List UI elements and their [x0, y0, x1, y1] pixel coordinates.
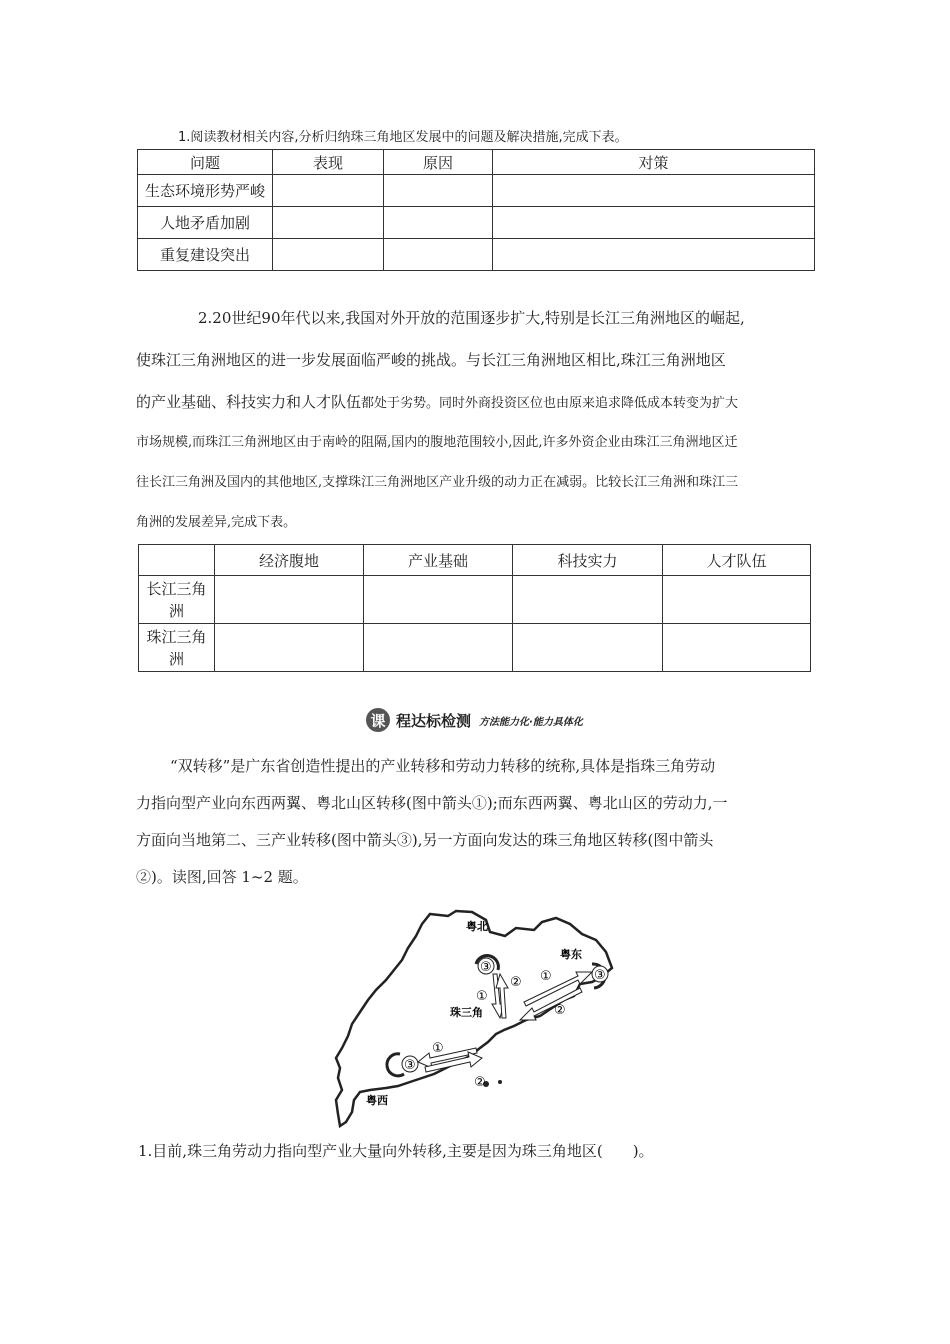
answer-cell[interactable]	[663, 576, 811, 624]
row-label: 人地矛盾加剧	[138, 207, 273, 239]
answer-cell[interactable]	[273, 175, 384, 207]
arrow-1-label-north: ①	[476, 989, 488, 1004]
answer-cell[interactable]	[273, 207, 384, 239]
answer-cell[interactable]	[384, 175, 493, 207]
arrow-3-label-east: ③	[594, 968, 606, 983]
text-line: 市场规模,而珠江三角洲地区由于南岭的阻隔,国内的腹地范围较小,因此,许多外资企业由珠江三角洲地区迁	[136, 435, 738, 450]
header-technology: 科技实力	[513, 545, 663, 576]
table-row	[138, 175, 815, 207]
section-banner	[366, 706, 583, 734]
answer-cell[interactable]	[513, 576, 663, 624]
answer-cell[interactable]	[493, 239, 815, 271]
answer-cell[interactable]	[364, 624, 513, 672]
arrow-2-label-east: ②	[554, 1003, 566, 1018]
row-label-line: 长江三角	[146, 579, 207, 598]
label-center: 珠三角	[450, 1006, 483, 1019]
header-cause: 原因	[384, 150, 493, 175]
text-line: 往长江三角洲及国内的其他地区,支撑珠江三角洲地区产业升级的动力正在减弱。比较长江三角洲和珠江三	[136, 475, 739, 490]
arrow-2-label-center: ②	[474, 1075, 486, 1090]
text-segment: 都处于劣势。同时外商投资区位也由原来追求降低成本转变为扩大	[361, 396, 739, 411]
label-west: 粤西	[366, 1094, 388, 1107]
question-2-text	[136, 297, 826, 543]
answer-cell[interactable]	[215, 576, 364, 624]
arrow-2-label-north: ②	[510, 975, 522, 990]
text-line	[136, 381, 826, 423]
answer-cell[interactable]	[273, 239, 384, 271]
question-1-prompt: 1.阅读教材相关内容,分析归纳珠三角地区发展中的问题及解决措施,完成下表。	[178, 130, 628, 145]
text-line: 力指向型产业向东西两翼、粤北山区转移(图中箭头①);而东西两翼、粤北山区的劳动力,一	[136, 794, 728, 812]
arrow-3-label-north: ③	[480, 960, 492, 975]
row-label-line: 珠江三角	[146, 627, 207, 646]
answer-cell[interactable]	[215, 624, 364, 672]
text-line: 角洲的发展差异,完成下表。	[136, 515, 297, 530]
header-industry: 产业基础	[364, 545, 513, 576]
island-dot	[498, 1080, 502, 1084]
header-manifestation: 表现	[273, 150, 384, 175]
table-header-row	[139, 545, 811, 576]
row-label: 生态环境形势严峻	[138, 175, 273, 207]
comparison-table	[138, 544, 811, 672]
text-line: ②)。读图,回答 1~2 题。	[136, 868, 308, 886]
banner-badge: 课	[366, 708, 390, 732]
answer-cell[interactable]	[513, 624, 663, 672]
answer-cell[interactable]	[384, 207, 493, 239]
table-row	[138, 207, 815, 239]
label-east: 粤东	[560, 948, 582, 961]
answer-cell[interactable]	[493, 175, 815, 207]
table-row	[139, 624, 811, 672]
answer-cell[interactable]	[364, 576, 513, 624]
text-segment: 的产业基础、科技实力和人才队伍	[136, 393, 362, 411]
banner-title: 程达标检测	[396, 711, 472, 730]
guangdong-map	[330, 908, 620, 1130]
arrow-3-label-west: ③	[404, 1058, 416, 1073]
row-label	[139, 624, 215, 672]
table-row	[139, 576, 811, 624]
intro-paragraph	[136, 748, 826, 896]
header-hinterland: 经济腹地	[215, 545, 364, 576]
problems-table	[137, 149, 815, 271]
row-label	[139, 576, 215, 624]
header-problem: 问题	[138, 150, 273, 175]
arrow-1-label-center: ①	[432, 1041, 444, 1056]
answer-cell[interactable]	[384, 239, 493, 271]
banner-subtitle: 方法能力化·能力具体化	[479, 716, 583, 728]
row-label-line: 洲	[168, 601, 184, 620]
table-header-row	[138, 150, 815, 175]
header-countermeasure: 对策	[493, 150, 815, 175]
answer-cell[interactable]	[663, 624, 811, 672]
arrow-1-label-east: ①	[540, 969, 552, 984]
answer-cell[interactable]	[493, 207, 815, 239]
question-last: 1.目前,珠三角劳动力指向型产业大量向外转移,主要是因为珠三角地区( )。	[138, 1142, 654, 1160]
text-line: 2.20世纪90年代以来,我国对外开放的范围逐步扩大,特别是长江三角洲地区的崛起,	[198, 309, 745, 327]
header-talent: 人才队伍	[663, 545, 811, 576]
text-line: 方面向当地第二、三产业转移(图中箭头③),另一方面向发达的珠三角地区转移(图中箭头	[136, 831, 714, 849]
text-line: 使珠江三角洲地区的进一步发展面临严峻的挑战。与长江三角洲地区相比,珠江三角洲地区	[136, 351, 726, 369]
text-line: “双转移”是广东省创造性提出的产业转移和劳动力转移的统称,具体是指珠三角劳动	[170, 757, 716, 775]
header-empty	[139, 545, 215, 576]
table-row	[138, 239, 815, 271]
row-label-line: 洲	[168, 649, 184, 668]
row-label: 重复建设突出	[138, 239, 273, 271]
label-north: 粤北	[466, 920, 488, 933]
